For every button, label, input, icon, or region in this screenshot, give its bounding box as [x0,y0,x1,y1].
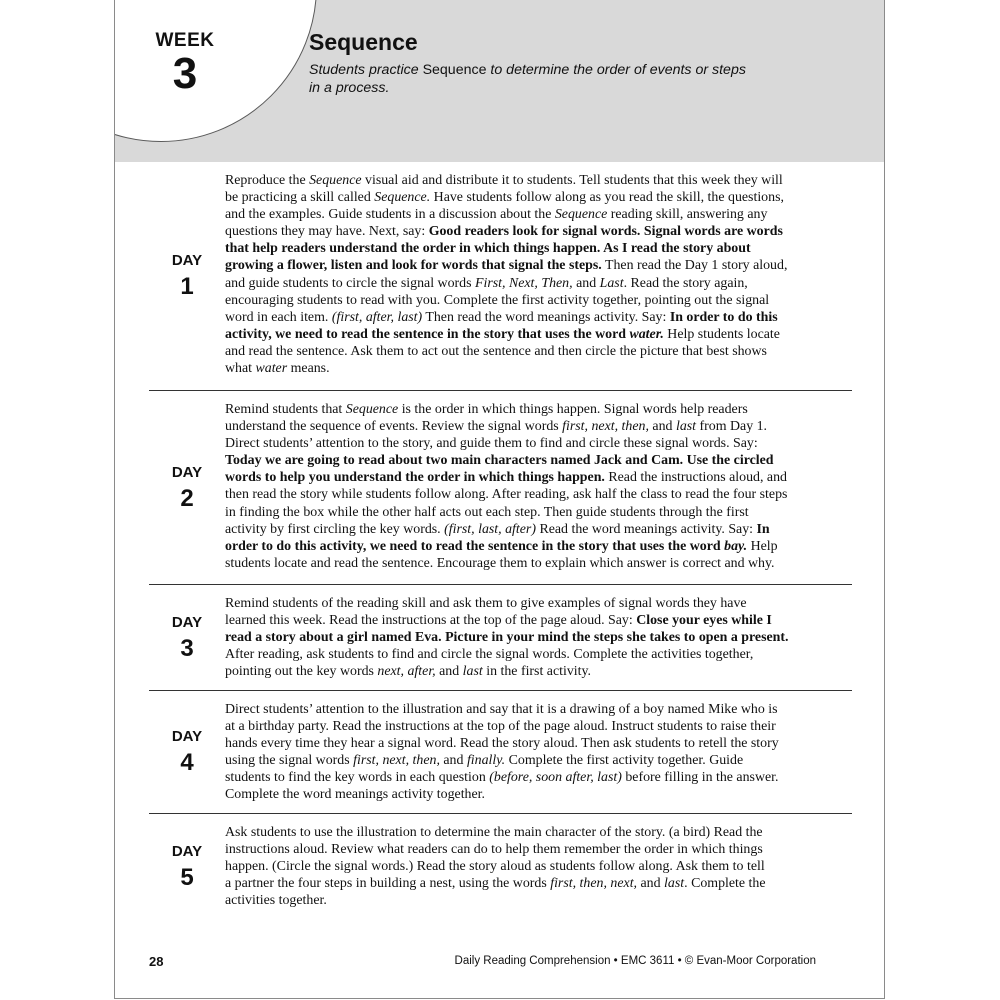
subtitle-line-1-rest: to determine the order of events or steps [486,62,746,78]
text-run: hands every time they hear a signal word. Read the story aloud. Then ask students to retell the story [225,736,779,752]
text-run: and guide students to circle the signal words [225,275,475,291]
text-run: Sequence [554,207,608,223]
text-run: finally. [466,753,506,769]
text-run: In order to do this [669,309,778,325]
text-run: Sequence. [374,190,431,206]
text-run: and [435,664,463,680]
text-run: Read the word meanings activity. Say: [535,521,757,537]
day-word: DAY [171,252,203,269]
text-run: students locate and read the sentence. Encourage them to explain which answer is correct and why. [225,555,775,571]
text-run: instructions aloud. Review what readers can do to help them remember the order in which things [225,842,763,858]
text-run: Help students locate [663,326,780,342]
text-run: understand the sequence of events. Review the signal words [225,419,563,435]
week-number: 3 [172,49,198,98]
text-run: Then read the word meanings activity. Say: [422,309,670,325]
day-number: 4 [180,749,194,776]
day-text [225,701,852,804]
text-run: means. [287,361,330,377]
day-text [225,595,852,680]
text-run: learned this week. Read the instructions at the top of the page aloud. Say: [225,613,637,629]
text-run: water. [629,326,664,342]
text-run: Read the instructions aloud, and [604,470,787,486]
day-section-5 [149,814,852,920]
day-text [225,401,852,572]
text-run: last [462,664,483,680]
day-label [149,814,225,920]
day-label [149,391,225,584]
text-run: and [648,419,676,435]
text-run: in finding the box while the other half acts out each step. Then guide students through the first [225,504,749,520]
text-run: a partner the four steps in building a nest, using the words [225,876,551,892]
text-run: Have students follow along as you read the skill, the questions, [430,190,784,206]
text-run: Direct students’ attention to the story, and guide them to find and circle these signal words. Say: [225,436,758,452]
text-run: Ask students to use the illustration to determine the main character of the story. (a bird) Read the [225,825,763,840]
text-run: water [255,361,288,377]
footer-credit: Daily Reading Comprehension • EMC 3611 • © Evan-Moor Corporation [454,955,816,967]
text-run: (before, soon after, last) [489,770,622,786]
text-run: (first, after, last) [331,309,423,325]
text-run: . Complete the [684,876,766,892]
day-word: DAY [171,463,203,481]
day-section-4 [149,691,852,814]
text-run: bay. [724,538,748,554]
day-section-1 [149,162,852,391]
day-number: 3 [180,634,194,662]
text-run: students to find the key words in each question [225,770,490,786]
page-title: Sequence [309,29,418,55]
text-run: Today we are going to read about two main characters named Jack and Cam. Use the circled [225,453,774,469]
day-word: DAY [171,843,203,860]
day-text [225,172,852,377]
text-run: then read the story while students follow along. After reading, ask half the class to read the four steps [225,487,788,503]
text-run: . Read the story again, [623,275,748,291]
text-run: in the first activity. [482,664,592,680]
text-run: Then read the Day 1 story aloud, [601,258,788,274]
text-run: be practicing a skill called [225,190,375,206]
text-run: Remind students that [225,402,346,417]
text-run: and read the sentence. Ask them to act out the sentence and then circle the picture that best shows [225,343,767,359]
text-run: activities together. [225,893,327,909]
text-run: After reading, ask students to find and circle the signal words. Complete the activities together, [225,647,754,663]
text-run: Close your eyes while I [636,613,772,629]
text-run: from Day 1. [696,419,768,435]
subtitle-skill: Sequence [422,62,487,78]
text-run: activity by first circling the key words. [225,521,445,537]
text-run: at a birthday party. Read the instructions at the top of the page aloud. Instruct students to raise their [225,719,776,735]
day-text [225,824,852,909]
text-run: first, then, next, [550,876,638,892]
page-number: 28 [149,954,164,969]
text-run: In [756,521,770,537]
text-run: first, next, then, [562,419,649,435]
text-run: first, next, then, [353,753,440,769]
day-section-2 [149,391,852,585]
text-run: read a story about a girl named Eva. Picture in your mind the steps she takes to open a present. [225,630,789,646]
text-run: is the order in which things happen. Signal words help readers [398,402,748,417]
text-run: Complete the first activity together. Guide [505,753,744,769]
day-word: DAY [171,728,203,745]
text-run: encouraging students to read with you. Complete the first activity together, pointing out the signal [225,292,770,308]
subtitle-line-2: in a process. [309,79,390,96]
text-run: words to help you understand the order in which things happen. [225,470,605,486]
text-run: reading skill, answering any [607,207,768,223]
text-run: last [675,419,697,435]
text-run: Good readers look for signal words. Signal words are words [428,224,783,240]
text-run: growing a flower, listen and look for words that signal the steps. [225,258,602,274]
page-subtitle [309,62,779,97]
text-run: Remind students of the reading skill and ask them to give examples of signal words they have [225,596,747,611]
text-run: and the examples. Guide students in a discussion about the [225,207,555,223]
week-label: WEEK [155,30,215,51]
day-word: DAY [171,613,203,631]
text-run: questions they may have. Next, say: [225,224,429,240]
text-run: Help [747,538,778,554]
text-run: using the signal words [225,753,354,769]
text-run: Sequence [309,173,362,188]
day-section-3 [149,585,852,691]
text-run: what [225,361,256,377]
text-run: and [637,876,665,892]
text-run: Last [599,275,624,291]
text-run: pointing out the key words [225,664,378,680]
day-label [149,585,225,690]
text-run: order to do this activity, we need to read the sentence in the story that uses the word [225,538,725,554]
text-run: and [439,753,467,769]
page-sheet [114,0,885,999]
day-label [149,162,225,390]
text-run: Direct students’ attention to the illustration and say that it is a drawing of a boy named Mike who is [225,702,778,717]
text-run: word in each item. [225,309,332,325]
text-run: activity, we need to read the sentence in the story that uses the word [225,326,630,342]
text-run: that help readers understand the order in which things happen. As I read the story about [225,241,751,257]
text-run: visual aid and distribute it to students. Tell students that this week they will [361,173,783,188]
text-run: First, Next, Then, [474,275,573,291]
text-run: next, after, [377,664,436,680]
day-number: 5 [180,864,194,891]
day-number: 2 [180,484,194,512]
text-run: Complete the word meanings activity together. [225,787,486,803]
text-run: happen. (Circle the signal words.) Read the story aloud as students follow along. Ask them to tell [225,859,765,875]
text-run: before filling in the answer. [621,770,779,786]
subtitle-intro: Students practice [309,62,423,78]
text-run: Reproduce the [225,173,310,188]
text-run: last [664,876,685,892]
day-number: 1 [180,273,194,300]
text-run: and [572,275,600,291]
text-run: (first, last, after) [444,521,536,537]
day-label [149,691,225,813]
text-run: Sequence [345,402,399,417]
